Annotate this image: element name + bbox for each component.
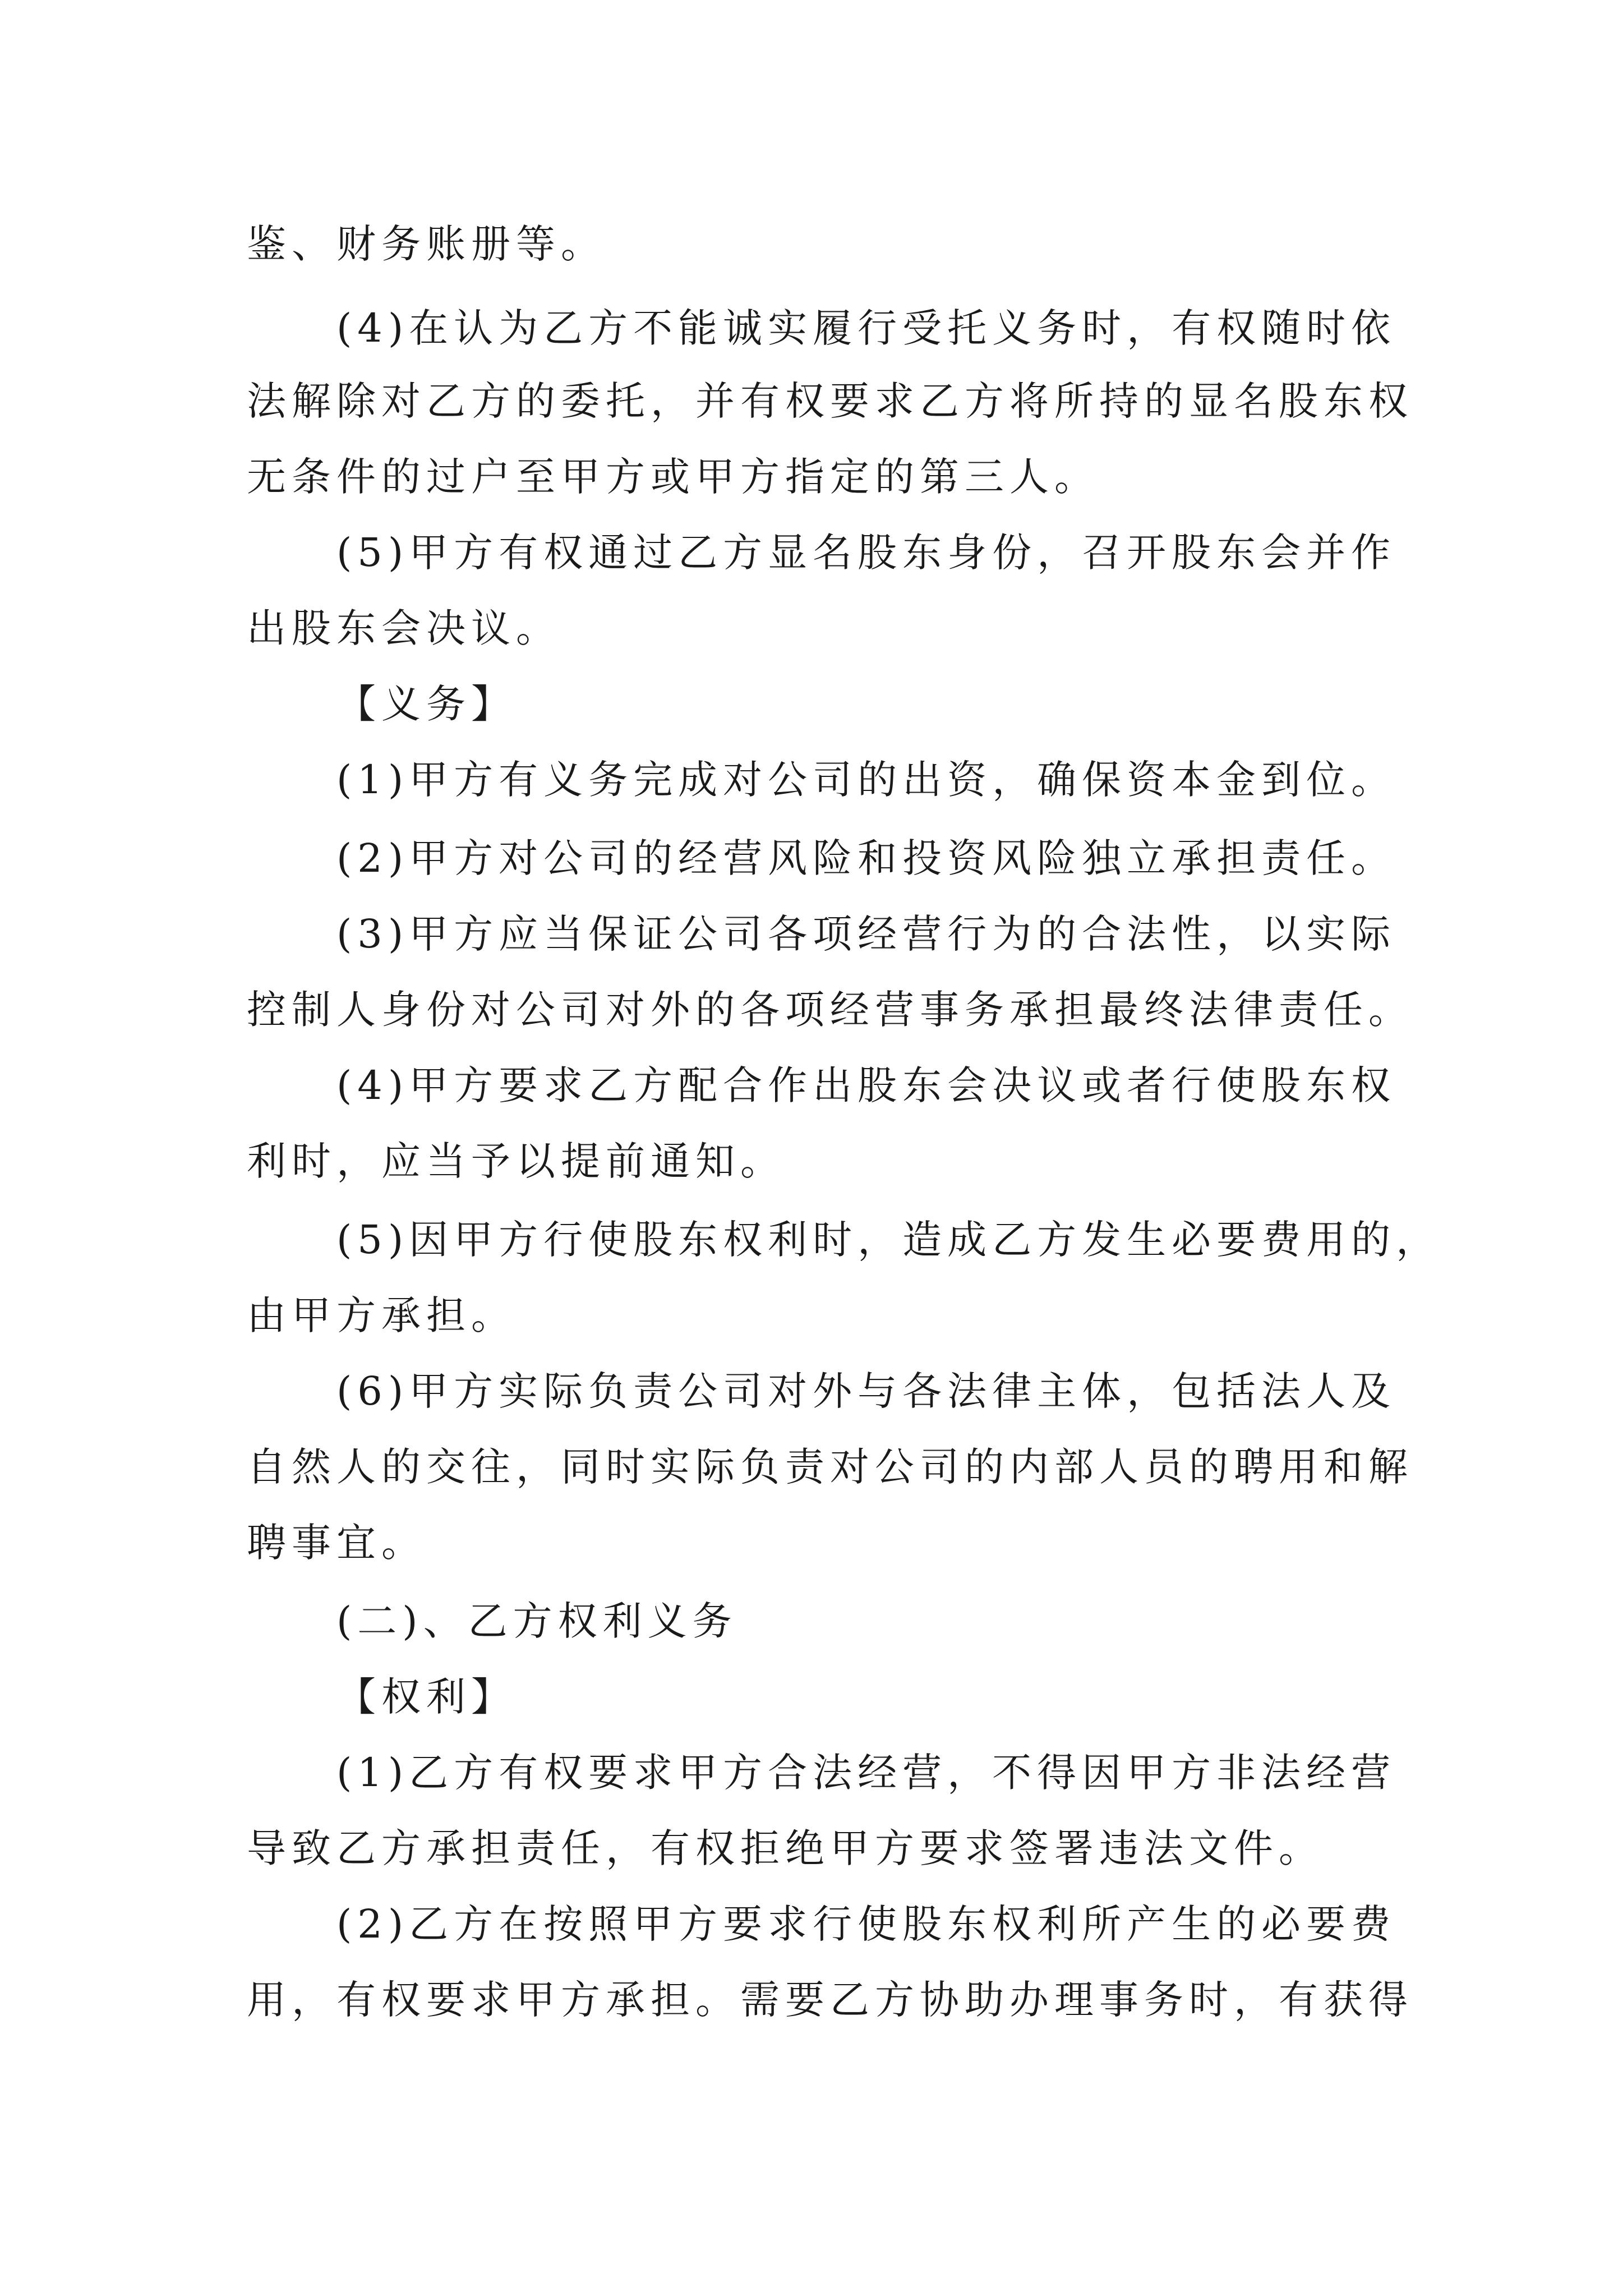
text-line: 导致乙方承担责任，有权拒绝甲方要求签署违法文件。: [247, 1825, 1324, 1871]
text-line: 自然人的交往，同时实际负责对公司的内部人员的聘用和解: [247, 1444, 1413, 1490]
text-line: (2)甲方对公司的经营风险和投资风险独立承担责任。: [336, 835, 1396, 881]
section-heading: 【义务】: [336, 681, 516, 727]
text-line: (4)在认为乙方不能诚实履行受托义务时，有权随时依: [336, 305, 1396, 351]
text-line: (3)甲方应当保证公司各项经营行为的合法性，以实际: [336, 911, 1396, 957]
text-line: 无条件的过户至甲方或甲方指定的第三人。: [247, 454, 1099, 500]
text-line: 出股东会决议。: [247, 605, 561, 651]
text-line: 控制人身份对公司对外的各项经营事务承担最终法律责任。: [247, 987, 1413, 1033]
text-line: 利时，应当予以提前通知。: [247, 1138, 785, 1184]
text-line: 法解除对乙方的委托，并有权要求乙方将所持的显名股东权: [247, 378, 1413, 424]
text-line: 聘事宜。: [247, 1520, 426, 1566]
text-line: (2)乙方在按照甲方要求行使股东权利所产生的必要费: [336, 1901, 1396, 1947]
text-line: (5)因甲方行使股东权利时，造成乙方发生必要费用的，: [336, 1217, 1441, 1263]
section-heading: 【权利】: [336, 1674, 516, 1720]
text-line: (1)甲方有义务完成对公司的出资，确保资本金到位。: [336, 757, 1396, 803]
text-line: (1)乙方有权要求甲方合法经营，不得因甲方非法经营: [336, 1750, 1396, 1796]
text-line: 鉴、财务账册等。: [247, 221, 606, 267]
section-heading: (二)、乙方权利义务: [336, 1598, 737, 1644]
text-line: 用，有权要求甲方承担。需要乙方协助办理事务时，有获得: [247, 1977, 1413, 2023]
text-line: (6)甲方实际负责公司对外与各法律主体，包括法人及: [336, 1368, 1396, 1414]
text-line: (4)甲方要求乙方配合作出股东会决议或者行使股东权: [336, 1062, 1396, 1108]
text-line: (5)甲方有权通过乙方显名股东身份，召开股东会并作: [336, 530, 1396, 576]
text-line: 由甲方承担。: [247, 1292, 516, 1338]
